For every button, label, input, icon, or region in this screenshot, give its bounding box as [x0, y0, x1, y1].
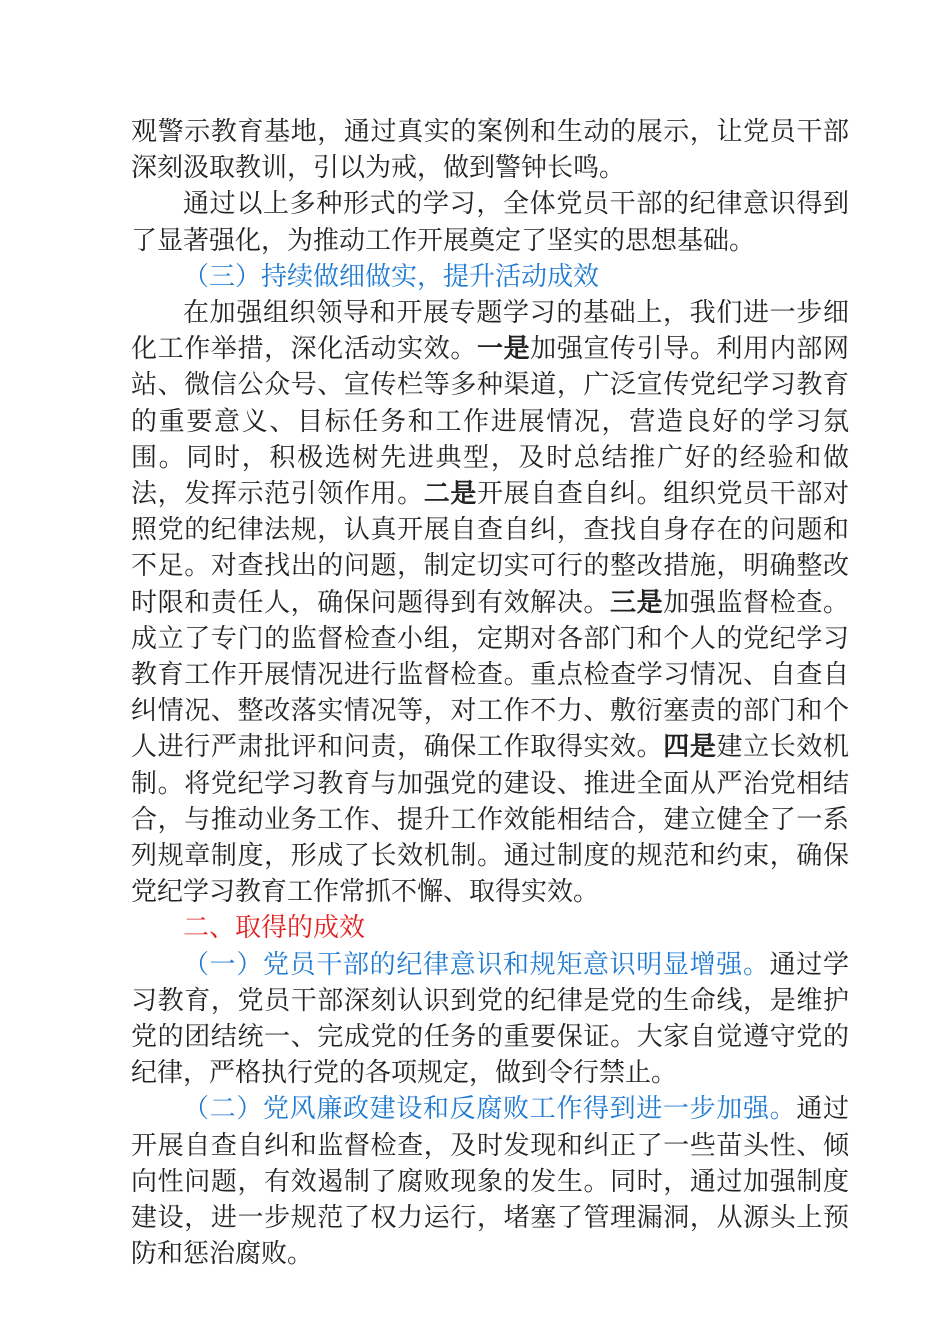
subheading-three — [131, 259, 849, 295]
keyword-second: 二是 — [423, 479, 477, 510]
paragraph-text: 通过以上多种形式的学习，全体党员干部的纪律意识得到了显著强化，为推动工作开展奠定了坚实的思想基础。 — [131, 189, 849, 256]
paragraph-summary — [131, 186, 849, 258]
keyword-third: 三是 — [610, 587, 664, 618]
paragraph-result-one — [131, 947, 849, 1092]
paragraph-measures — [131, 295, 849, 910]
paragraph-continued — [131, 114, 849, 186]
measure-four-text: 建立长效机制。将党纪学习教育与加强党的建设、推进全面从严治党相结合，与推动业务工作、提升工作效能相结合，建立健全了一系列规章制度，形成了长效机制。通过制度的规范和约束，确保党纪学习教育工作常抓不懈、取得实效。 — [131, 732, 849, 908]
paragraph-result-two — [131, 1091, 849, 1272]
paragraph-text: 观警示教育基地，通过真实的案例和生动的展示，让党员干部深刻汲取教训，引以为戒，做到警钟长鸣。 — [131, 117, 849, 184]
document-body — [131, 114, 849, 1273]
keyword-fourth: 四是 — [663, 732, 717, 763]
section-heading-text: 二、取得的成效 — [183, 913, 366, 944]
measure-two-text: 开展自查自纠。组织党员干部对照党的纪律法规，认真开展自查自纠，查找自身存在的问题和不足。对查找出的问题，制定切实可行的整改措施，明确整改时限和责任人，确保问题得到有效解决。 — [131, 479, 849, 618]
measure-three-text: 加强监督检查。成立了专门的监督检查小组，定期对各部门和个人的党纪学习教育工作开展情况进行监督检查。重点检查学习情况、自查自纠情况、整改落实情况等，对工作不力、敷衍塞责的部门和个人进行严肃批评和问责，确保工作取得实效。 — [131, 587, 849, 763]
keyword-first: 一是 — [476, 334, 531, 365]
result-two-heading: （二）党风廉政建设和反腐败工作得到进一步加强。 — [183, 1094, 797, 1125]
result-one-heading: （一）党员干部的纪律意识和规矩意识明显增强。 — [183, 949, 770, 980]
result-two-text: 通过开展自查自纠和监督检查，及时发现和纠正了一些苗头性、倾向性问题，有效遏制了腐败现象的发生。同时，通过加强制度建设，进一步规范了权力运行，堵塞了管理漏洞，从源头上预防和惩治腐败。 — [131, 1094, 849, 1270]
result-one-text: 通过学习教育，党员干部深刻认识到党的纪律是党的生命线，是维护党的团结统一、完成党的任务的重要保证。大家自觉遵守党的纪律，严格执行党的各项规定，做到令行禁止。 — [131, 949, 849, 1089]
subheading-text: （三）持续做细做实，提升活动成效 — [183, 261, 600, 292]
measure-one-text: 加强宣传引导。利用内部网站、微信公众号、宣传栏等多种渠道，广泛宣传党纪学习教育的重要意义、目标任务和工作进展情况，营造良好的学习氛围。同时，积极选树先进典型，及时总结推广好的经验和做法，发挥示范引领作用。 — [131, 334, 849, 510]
section-heading-two — [131, 910, 849, 946]
paragraph-intro: 在加强组织领导和开展专题学习的基础上，我们进一步细化工作举措，深化活动实效。 — [131, 298, 849, 365]
